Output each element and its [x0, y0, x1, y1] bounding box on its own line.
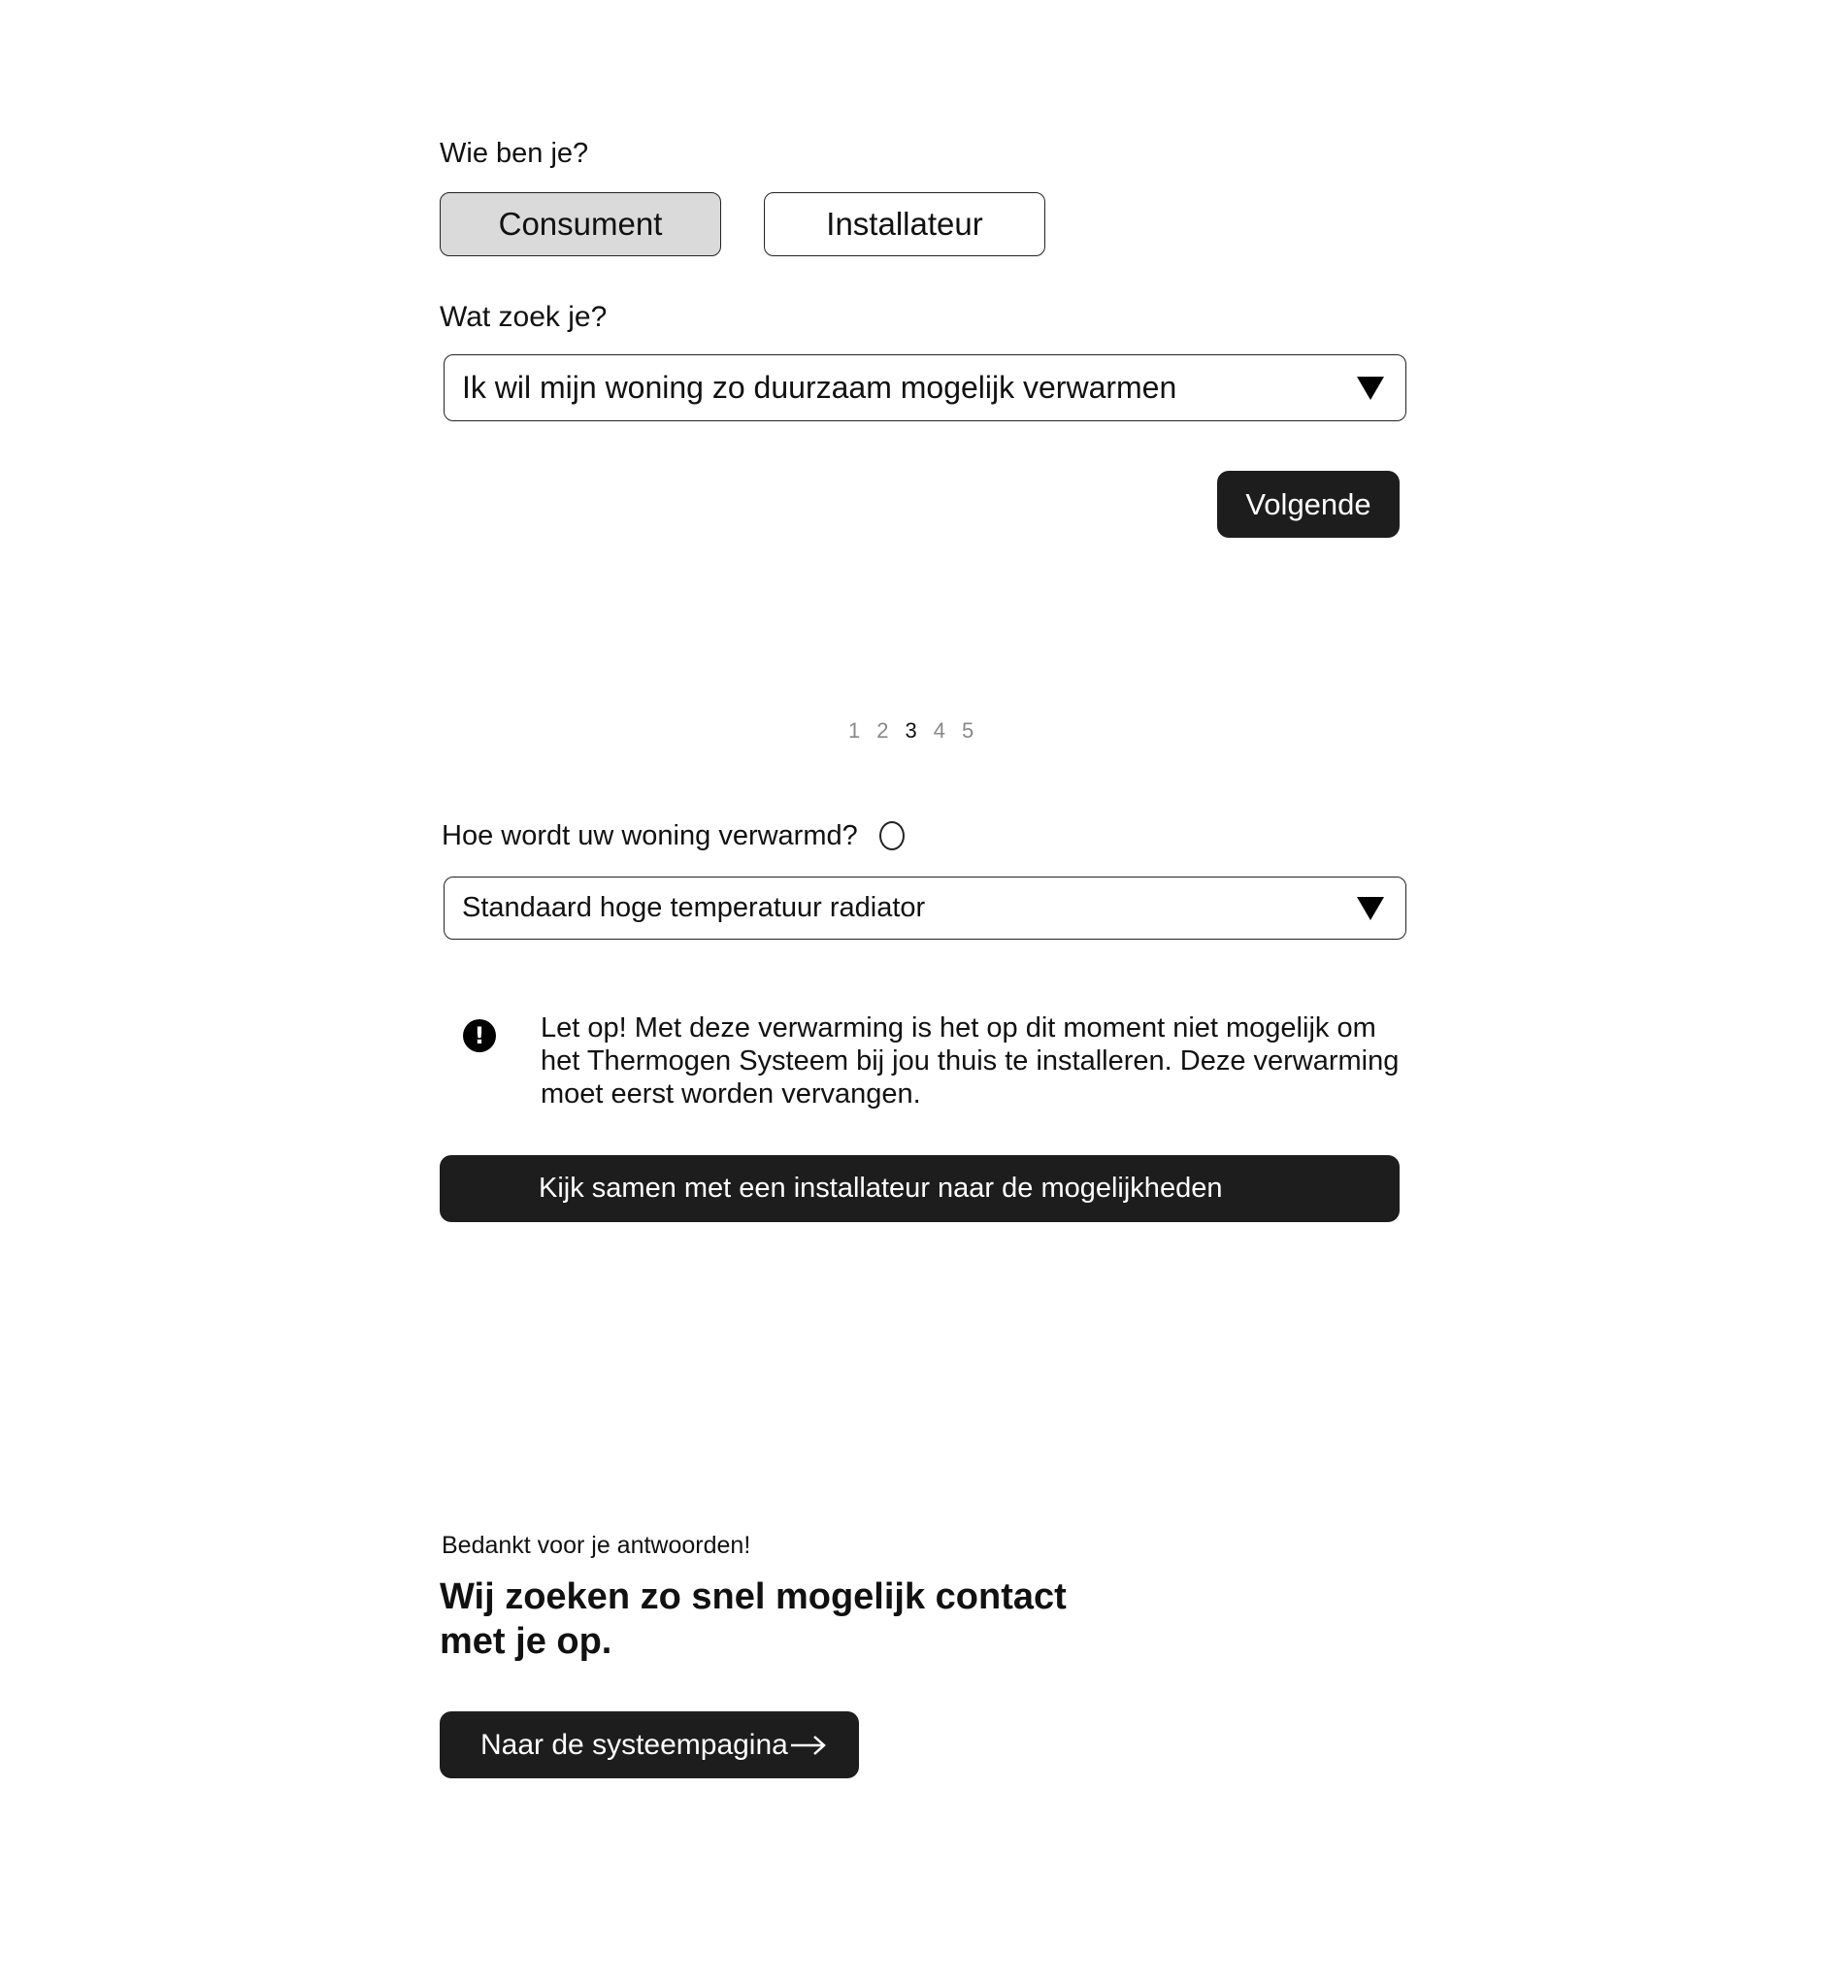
what-select-value: Ik wil mijn woning zo duurzaam mogelijk verwarmen [462, 370, 1177, 405]
what-label: Wat zoek je? [440, 301, 608, 333]
heating-select-value: Standaard hoge temperatuur radiator [462, 892, 926, 923]
warning-text: Let op! Met deze verwarming is het op dit moment niet mogelijk om het Thermogen Systeem bij jou thuis te installeren. Deze verwarming moet eerst worden vervangen. [541, 1012, 1400, 1110]
page-4[interactable]: 4 [933, 718, 945, 743]
who-label: Wie ben je? [440, 138, 589, 169]
pagination [848, 718, 974, 744]
info-circle-icon[interactable] [879, 821, 905, 850]
page-5[interactable]: 5 [962, 718, 974, 743]
thanks-subtitle: Bedankt voor je antwoorden! [442, 1532, 751, 1559]
next-button[interactable]: Volgende [1217, 471, 1400, 538]
system-page-button-label: Naar de systeempagina [480, 1728, 788, 1761]
thanks-heading: Wij zoeken zo snel mogelijk contact met je op. [440, 1576, 1067, 1662]
caret-down-icon [1357, 897, 1384, 920]
what-select[interactable] [444, 354, 1406, 421]
option-consument-button[interactable]: Consument [440, 192, 721, 256]
page-1[interactable]: 1 [848, 718, 861, 743]
arrow-right-icon [790, 1735, 827, 1756]
page-3-current[interactable]: 3 [905, 718, 917, 743]
find-installer-button[interactable]: Kijk samen met een installateur naar de mogelijkheden [440, 1155, 1400, 1222]
alert-icon: ! [463, 1019, 496, 1052]
system-page-button[interactable] [440, 1711, 859, 1778]
heating-label: Hoe wordt uw woning verwarmd? [442, 819, 858, 851]
page-2[interactable]: 2 [876, 718, 889, 743]
heating-select[interactable] [444, 877, 1406, 940]
option-installateur-button[interactable]: Installateur [764, 192, 1045, 256]
heating-question [442, 821, 905, 850]
caret-down-icon [1357, 377, 1384, 400]
